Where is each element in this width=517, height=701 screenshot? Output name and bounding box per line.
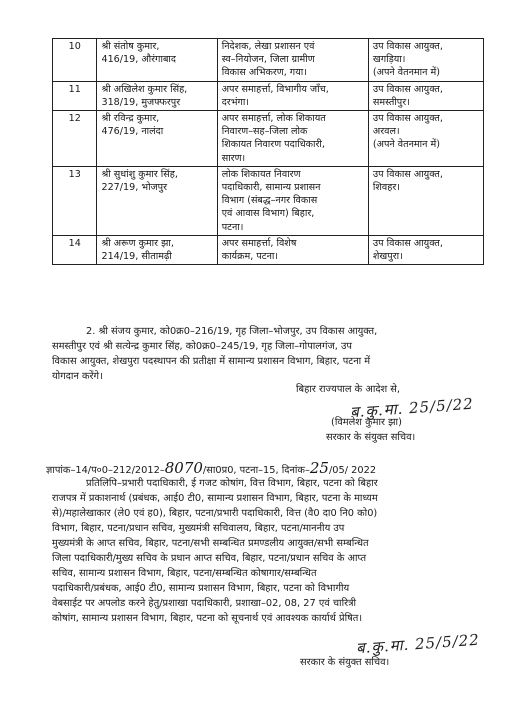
officer-cell-line: श्री रविन्द्र कुमार,	[101, 113, 160, 125]
copy-line-6: जिला पदाधिकारी/मुख्य सचिव के प्रधान आप्त सचिव, बिहार, पटना/प्रधान सचिव के आप्त	[52, 553, 367, 564]
new-post-cell-line: शिवहर।	[372, 182, 400, 194]
serial-cell: 14	[53, 235, 97, 264]
current-post-cell-line: दरभंगा।	[221, 96, 249, 108]
current-post-cell	[217, 235, 368, 264]
current-post-cell-line: लोक शिकायत निवारण	[221, 168, 301, 180]
copy-line-3: से)/महालेखाकार (ले0 एवं ह0), बिहार, पटना/प्रभारी पदाधिकारी, वित्त (वै0 दा0 नि0 को0)	[52, 508, 378, 519]
copy-line-9: वेबसाईट पर अपलोड करने हेतु/प्रशाखा पदाधिकारी, प्रशाखा–02, 08, 27 एवं चारित्री	[52, 598, 357, 609]
new-post-cell-line: उप विकास आयुक्त,	[372, 41, 443, 52]
new-post-cell-line: खगड़िया।	[372, 54, 406, 66]
order-line: बिहार राज्यपाल के आदेश से,	[296, 384, 401, 395]
new-post-cell-line: उप विकास आयुक्त,	[372, 168, 443, 180]
officer-cell-line: श्री अरूण कुमार झा,	[101, 237, 174, 249]
current-post-cell-line: कार्यक्रम, पटना।	[221, 251, 279, 263]
signature-2: ब.कु.मा. 25/5/22	[355, 630, 481, 658]
officer-cell	[97, 39, 217, 82]
officer-cell-line: 476/19, नालंदा	[101, 126, 164, 138]
new-post-cell-line: अरवल।	[372, 126, 400, 138]
copy-line-7: सचिव, सामान्य प्रशासन विभाग, बिहार, पटना/सम्बन्धित कोषागार/सम्बन्धित	[52, 568, 317, 579]
signature-1: ब.कु.मा. 25/5/22	[349, 394, 475, 422]
officer-cell-line: श्री संतोष कुमार,	[101, 41, 160, 52]
copy-line-10: कोषांग, सामान्य प्रशासन विभाग, बिहार, पटना को सूचनार्थ एवं आवश्यक कार्यार्थ प्रेषित।	[52, 613, 363, 624]
para2-line-4: योगदान करेंगे।	[52, 371, 103, 382]
current-post-cell-line: निवारण–सह–जिला लोक	[221, 126, 308, 138]
final-designation: सरकार के संयुक्त सचिव।	[300, 657, 390, 668]
serial-cell: 13	[53, 166, 97, 235]
current-post-cell-line: निदेशक, लेखा प्रशासन एवं	[221, 41, 315, 52]
officer-cell-line: 214/19, सीतामढ़ी	[101, 251, 172, 263]
para2-line-3: विकास आयुक्त, शेखपुरा पदस्थापन की प्रतीक्षा में सामान्य प्रशासन विभाग, बिहार, पटना में	[52, 356, 371, 367]
table-row	[53, 111, 484, 167]
signatory-name: (विमलेश कुमार झा)	[331, 417, 402, 428]
officer-cell	[97, 81, 217, 110]
officer-cell	[97, 235, 217, 264]
serial-cell: 10	[53, 39, 97, 82]
serial-cell: 12	[53, 111, 97, 167]
new-post-cell	[368, 81, 483, 110]
para2-line-2: समस्तीपुर एवं श्री सत्येन्द्र कुमार सिंह, को0क्र0–245/19, गृह जिला–गोपालगंज, उप	[52, 341, 352, 352]
memo-year: /05/ 2022	[328, 465, 377, 476]
memo-day: 25	[309, 459, 329, 477]
current-post-cell-line: पदाधिकारी, सामान्य प्रशासन	[221, 182, 321, 194]
new-post-cell-line: (अपने वेतनमान में)	[372, 139, 440, 151]
memo-line	[46, 459, 377, 478]
current-post-cell-line: एवं आवास विभाग) बिहार,	[221, 208, 315, 220]
serial-cell: 11	[53, 81, 97, 110]
table-row	[53, 235, 484, 264]
current-post-cell-line: शिकायत निवारण पदाधिकारी,	[221, 139, 325, 151]
new-post-cell-line: उप विकास आयुक्त,	[372, 83, 443, 95]
officer-cell-line: 318/19, मुजफ्फरपुर	[101, 96, 181, 108]
new-post-cell	[368, 166, 483, 235]
para2-line-1: 2. श्री संजय कुमार, को0क्र0–216/19, गृह जिला–भोजपुर, उप विकास आयुक्त,	[86, 326, 378, 337]
current-post-cell-line: अपर समाहर्त्ता, विशेष	[221, 237, 297, 249]
table-row	[53, 81, 484, 110]
memo-prefix: ज्ञापांक–14/प०0–212/2012–	[46, 465, 165, 476]
current-post-cell	[217, 39, 368, 82]
current-post-cell	[217, 81, 368, 110]
current-post-cell-line: विकास अभिकरण, गया।	[221, 67, 307, 79]
memo-middle: /सा0प्र0, पटना–15, दिनांक–	[202, 465, 310, 476]
current-post-cell-line: विभाग (संबद्ध–नगर विकास	[221, 195, 318, 207]
table-row	[53, 166, 484, 235]
current-post-cell	[217, 111, 368, 167]
table-row	[53, 39, 484, 82]
officer-cell-line: श्री सुधांशु कुमार सिंह,	[101, 168, 178, 180]
officer-cell	[97, 166, 217, 235]
new-post-cell	[368, 111, 483, 167]
officer-cell-line: श्री अखिलेश कुमार सिंह,	[101, 83, 188, 95]
copy-line-4: विभाग, बिहार, पटना/प्रधान सचिव, मुख्यमंत्री सचिवालय, बिहार, पटना/माननीय उप	[52, 523, 345, 534]
signatory-designation: सरकार के संयुक्त सचिव।	[326, 432, 416, 443]
copy-line-5: मुख्यमंत्री के आप्त सचिव, बिहार, पटना/सभी सम्बन्धित प्रमण्डलीय आयुक्त/सभी सम्बन्धित	[52, 538, 369, 549]
current-post-cell-line: स्व–नियोजन, जिला ग्रामीण	[221, 54, 315, 66]
copy-line-2: राजपत्र में प्रकाशनार्थ (प्रबंधक, आई0 टी0, सामान्य प्रशासन विभाग, बिहार, पटना के माध्यम	[52, 493, 378, 504]
current-post-cell-line: सारण।	[221, 152, 246, 164]
copy-line-8: पदाधिकारी/प्रबंधक, आई0 टी0, सामान्य प्रशासन विभाग, बिहार, पटना को विभागीय	[52, 583, 350, 594]
new-post-cell-line: उप विकास आयुक्त,	[372, 113, 443, 125]
current-post-cell-line: अपर समाहर्त्ता, लोक शिकायत	[221, 113, 326, 125]
current-post-cell-line: अपर समाहर्त्ता, विभागीय जाँच,	[221, 83, 329, 95]
new-post-cell-line: (अपने वेतनमान में)	[372, 67, 440, 79]
new-post-cell-line: समस्तीपुर।	[372, 96, 410, 108]
current-post-cell-line: पटना।	[221, 221, 244, 233]
officer-cell-line: 227/19, भोजपुर	[101, 182, 168, 194]
new-post-cell	[368, 39, 483, 82]
new-post-cell-line: शेखपुरा।	[372, 251, 403, 263]
officer-cell	[97, 111, 217, 167]
memo-number: 8070	[164, 459, 203, 477]
new-post-cell-line: उप विकास आयुक्त,	[372, 237, 443, 249]
copy-line-1: प्रतिलिपि–प्रभारी पदाधिकारी, ई गजट कोषांग, वित्त विभाग, बिहार, पटना को बिहार	[86, 478, 378, 489]
transfer-table	[52, 38, 484, 265]
officer-cell-line: 416/19, औरंगाबाद	[101, 54, 177, 66]
new-post-cell	[368, 235, 483, 264]
current-post-cell	[217, 166, 368, 235]
